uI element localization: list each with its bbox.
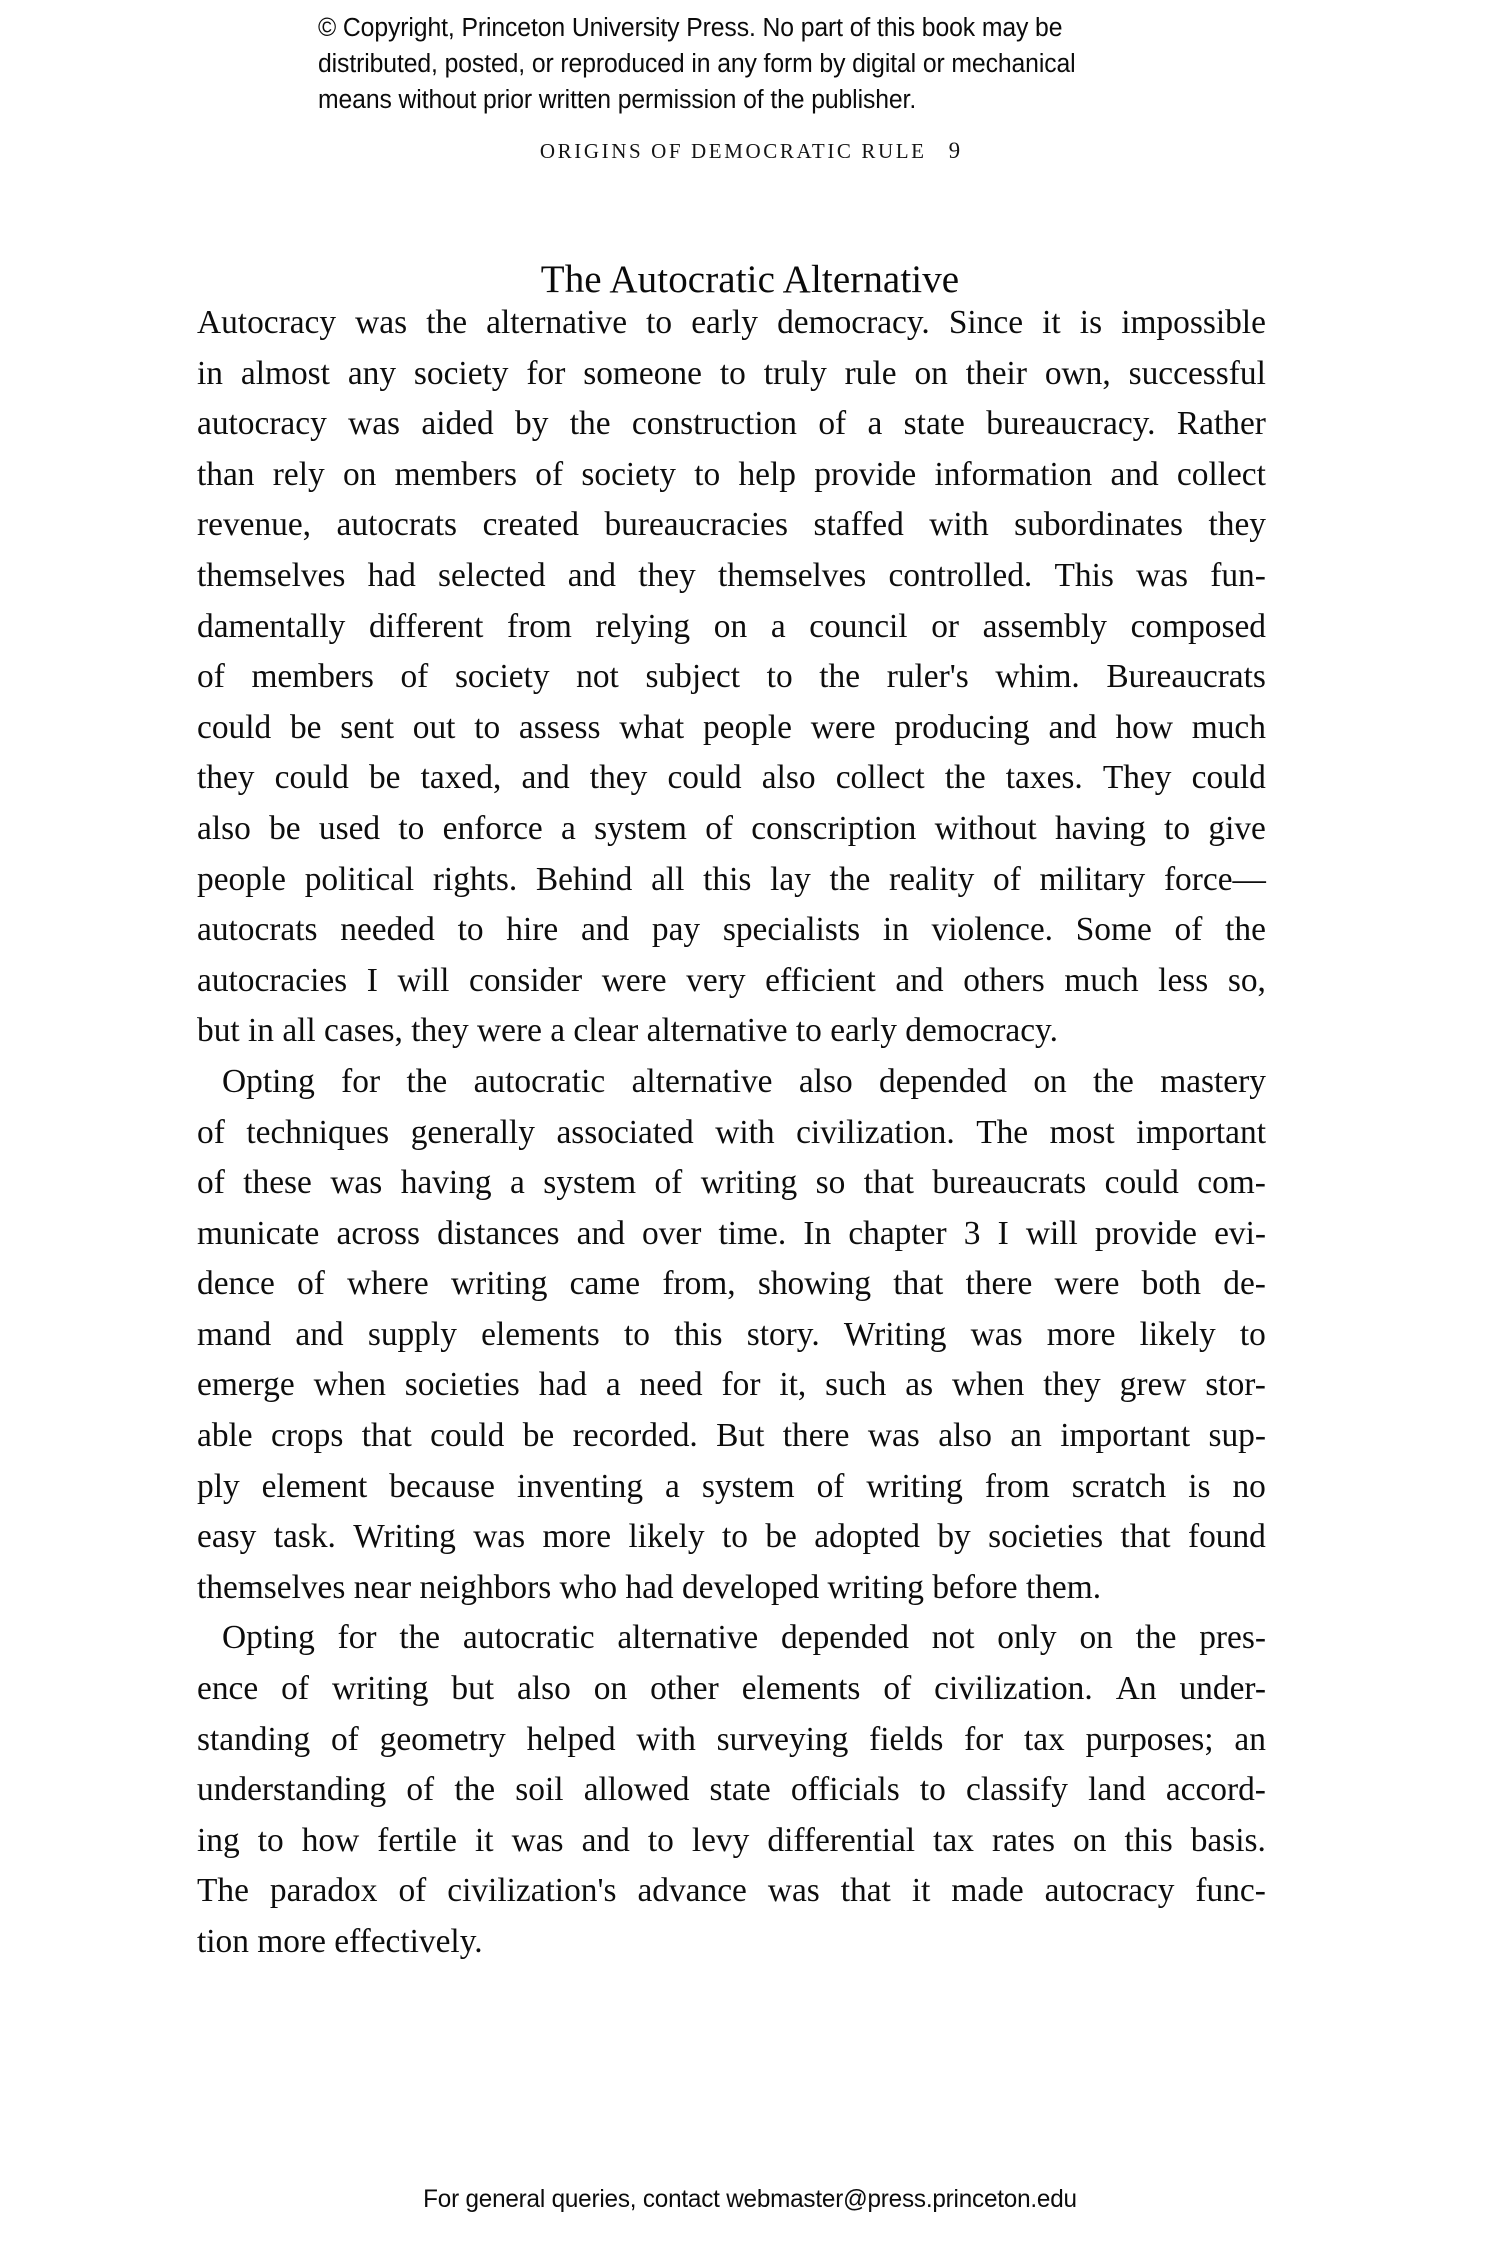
text-line: emerge when societies had a need for it, such as when they grew stor-	[197, 1366, 1266, 1404]
text-line: standing of geometry helped with surveying fields for tax purposes; an	[197, 1720, 1266, 1758]
text-line: of techniques generally associated with civilization. The most important	[197, 1113, 1266, 1151]
footer-query: For general queries, contact webmaster@press.princeton.edu	[423, 2185, 1077, 2213]
paragraph-3	[197, 1613, 1266, 1967]
text-line: ply element because inventing a system of writing from scratch is no	[197, 1467, 1266, 1505]
copyright-line-1: © Copyright, Princeton University Press. No part of this book may be	[318, 14, 1063, 42]
text-line: damentally different from relying on a council or assembly composed	[197, 607, 1266, 645]
text-line: Opting for the autocratic alternative also depended on the mastery	[197, 1062, 1266, 1100]
text-line: mand and supply elements to this story. Writing was more likely to	[197, 1315, 1266, 1353]
text-line: autocracies I will consider were very efficient and others much less so,	[197, 961, 1266, 999]
copyright-notice	[318, 10, 1152, 118]
text-line: able crops that could be recorded. But there was also an important sup-	[197, 1417, 1266, 1455]
text-line: also be used to enforce a system of conscription without having to give	[197, 809, 1266, 847]
text-line: than rely on members of society to help provide information and collect	[197, 455, 1266, 493]
text-line: municate across distances and over time. In chapter 3 I will provide evi-	[197, 1214, 1266, 1252]
text-line: autocracy was aided by the construction of a state bureaucracy. Rather	[197, 405, 1266, 443]
text-line: but in all cases, they were a clear alternative to early democracy.	[197, 1012, 1058, 1050]
page-number: 9	[948, 138, 961, 163]
running-head	[0, 138, 1500, 164]
text-line: autocrats needed to hire and pay specialists in violence. Some of the	[197, 911, 1266, 949]
text-line: ing to how fertile it was and to levy differential tax rates on this basis.	[197, 1821, 1266, 1859]
text-line: they could be taxed, and they could also collect the taxes. They could	[197, 759, 1266, 797]
text-line: themselves near neighbors who had developed writing before them.	[197, 1568, 1102, 1606]
text-line: people political rights. Behind all this lay the reality of military force—	[197, 860, 1266, 898]
text-line: themselves had selected and they themselves controlled. This was fun-	[197, 556, 1266, 594]
text-line: of these was having a system of writing so that bureaucrats could com-	[197, 1164, 1266, 1202]
running-head-title: ORIGINS OF DEMOCRATIC RULE	[539, 139, 927, 163]
text-line: in almost any society for someone to truly rule on their own, successful	[197, 354, 1266, 392]
text-line: The paradox of civilization's advance was that it made autocracy func-	[197, 1872, 1266, 1910]
text-line: tion more effectively.	[197, 1923, 483, 1960]
text-line: of members of society not subject to the ruler's whim. Bureaucrats	[197, 658, 1266, 696]
body-text-column	[197, 298, 1266, 1968]
section-title: The Autocratic Alternative	[540, 258, 960, 302]
text-line: easy task. Writing was more likely to be adopted by societies that found	[197, 1518, 1266, 1556]
paragraph-2	[197, 1057, 1266, 1614]
copyright-line-3: means without prior written permission of the publisher.	[318, 86, 917, 114]
text-line: dence of where writing came from, showing that there were both de-	[197, 1265, 1266, 1303]
paragraph-1	[197, 298, 1266, 1057]
copyright-line-2: distributed, posted, or reproduced in any form by digital or mechanical	[318, 50, 1076, 78]
text-line: could be sent out to assess what people were producing and how much	[197, 708, 1266, 746]
text-line: ence of writing but also on other elements of civilization. An under-	[197, 1670, 1266, 1708]
text-line: revenue, autocrats created bureaucracies staffed with subordinates they	[197, 506, 1266, 544]
text-line: Opting for the autocratic alternative depended not only on the pres-	[197, 1619, 1266, 1657]
text-line: Autocracy was the alternative to early democracy. Since it is impossible	[197, 304, 1266, 341]
text-line: understanding of the soil allowed state officials to classify land accord-	[197, 1771, 1266, 1809]
